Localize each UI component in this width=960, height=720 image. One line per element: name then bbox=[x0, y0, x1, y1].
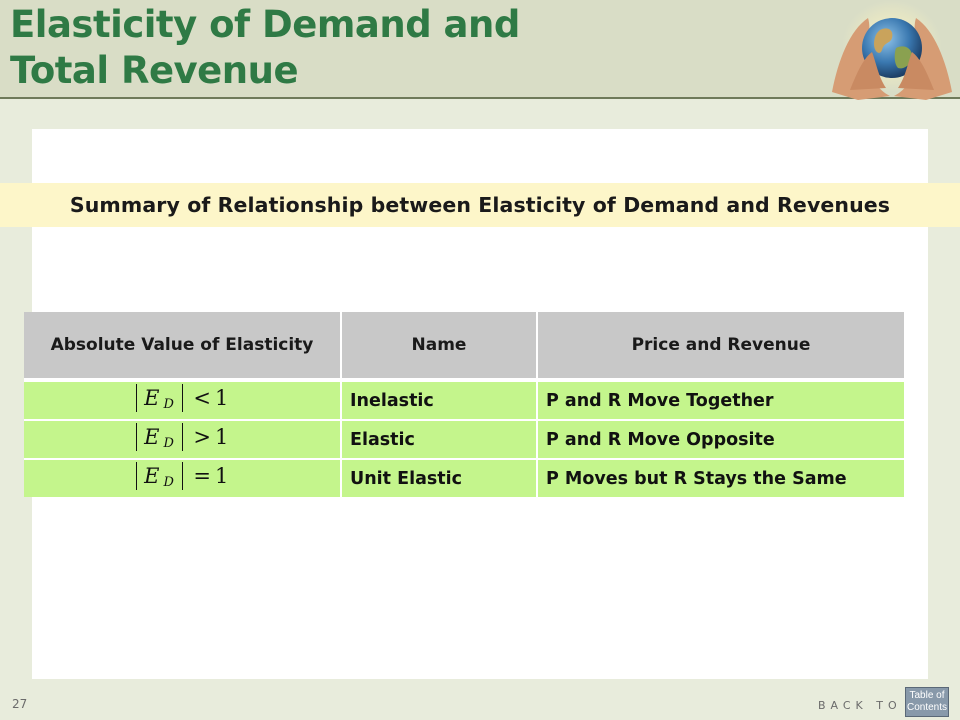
elasticity-formula: E D > 1 bbox=[136, 423, 229, 451]
elasticity-name-cell: Unit Elastic bbox=[342, 460, 538, 497]
summary-heading: Summary of Relationship between Elasticity of Demand and Revenues bbox=[69, 193, 891, 217]
elasticity-formula: E D = 1 bbox=[136, 462, 229, 490]
table-row bbox=[24, 421, 904, 460]
table-row bbox=[24, 382, 904, 421]
column-header-price-revenue: Price and Revenue bbox=[538, 312, 904, 382]
back-to-link[interactable]: BACK TO bbox=[818, 699, 902, 712]
elasticity-name-cell: Elastic bbox=[342, 421, 538, 460]
price-revenue-cell: P and R Move Together bbox=[538, 382, 904, 421]
globe-in-hands-icon bbox=[828, 0, 956, 100]
slide-title: Elasticity of Demand and Total Revenue bbox=[10, 3, 520, 92]
elasticity-table bbox=[24, 312, 904, 497]
column-header-name: Name bbox=[342, 312, 538, 382]
summary-band bbox=[0, 183, 960, 227]
table-header-row bbox=[24, 312, 904, 382]
elasticity-name-cell: Inelastic bbox=[342, 382, 538, 421]
elasticity-formula: E D < 1 bbox=[136, 384, 229, 412]
price-revenue-cell: P and R Move Opposite bbox=[538, 421, 904, 460]
table-of-contents-button[interactable]: Table of Contents bbox=[905, 687, 949, 717]
elasticity-formula-cell bbox=[24, 382, 342, 421]
column-header-absolute-value: Absolute Value of Elasticity bbox=[24, 312, 342, 382]
price-revenue-cell: P Moves but R Stays the Same bbox=[538, 460, 904, 497]
slide-number: 27 bbox=[12, 697, 28, 711]
elasticity-formula-cell bbox=[24, 460, 342, 497]
elasticity-formula-cell bbox=[24, 421, 342, 460]
slide-header bbox=[0, 0, 960, 99]
table-row bbox=[24, 460, 904, 497]
